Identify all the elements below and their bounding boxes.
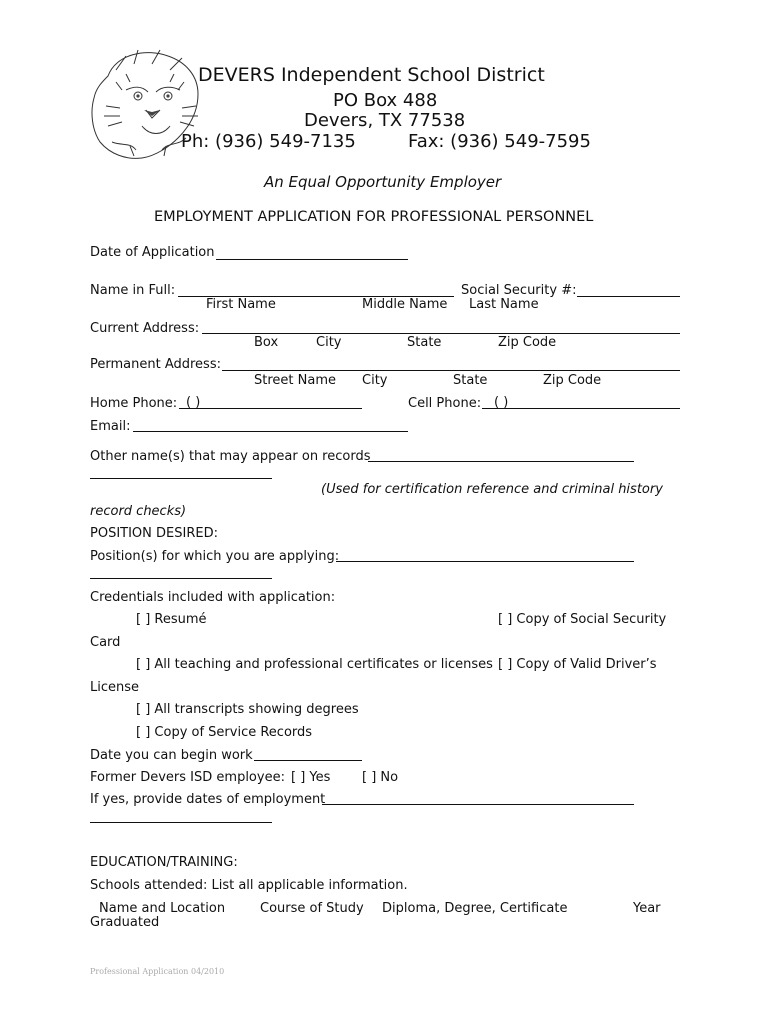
other-names-note: (Used for certification reference and criminal history [321,482,663,497]
permanent-address-field[interactable] [222,370,680,371]
ssn-label: Social Security #: [461,283,577,298]
employment-dates-field[interactable] [322,804,634,805]
column-graduated: Graduated [90,915,160,930]
permanent-address-label: Permanent Address: [90,357,221,372]
column-name-location: Name and Location [99,901,226,916]
home-phone-field[interactable] [179,408,362,409]
fax-number: Fax: (936) 549-7595 [408,131,591,152]
position-heading: POSITION DESIRED: [90,526,218,541]
transcripts-checkbox[interactable]: [ ] All transcripts showing degrees [136,702,359,717]
position-applying-label: Position(s) for which you are applying: [90,549,340,564]
email-field[interactable] [133,431,408,432]
drivers-license-checkbox[interactable]: [ ] Copy of Valid Driver’s [498,657,657,672]
credentials-heading: Credentials included with application: [90,590,336,605]
former-employee-yes-checkbox[interactable]: [ ] Yes [291,770,331,785]
other-names-note-continued: record checks) [90,504,187,519]
last-name-caption: Last Name [469,297,539,312]
name-in-full-label: Name in Full: [90,283,176,298]
permanent-street-caption: Street Name [254,373,336,388]
education-heading: EDUCATION/TRAINING: [90,855,238,870]
employment-dates-label: If yes, provide dates of employment [90,792,326,807]
form-title: EMPLOYMENT APPLICATION FOR PROFESSIONAL PERSONNEL [154,209,594,225]
other-names-field-continued[interactable] [90,478,272,479]
permanent-city-caption: City [362,373,388,388]
other-names-field[interactable] [368,461,634,462]
footer-form-id: Professional Application 04/2010 [90,967,225,976]
permanent-state-caption: State [453,373,488,388]
middle-name-caption: Middle Name [362,297,448,312]
current-address-field[interactable] [202,333,680,334]
other-names-label: Other name(s) that may appear on records [90,449,371,464]
district-name: DEVERS Independent School District [198,64,545,86]
position-applying-field-continued[interactable] [90,578,272,579]
position-applying-field[interactable] [336,561,634,562]
begin-work-field[interactable] [254,760,362,761]
current-city-caption: City [316,335,342,350]
begin-work-label: Date you can begin work [90,748,253,763]
permanent-zip-caption: Zip Code [543,373,602,388]
ssn-card-label-continued: Card [90,635,121,650]
email-label: Email: [90,419,131,434]
date-of-application-label: Date of Application [90,245,215,260]
ssn-card-checkbox[interactable]: [ ] Copy of Social Security [498,612,667,627]
current-zip-caption: Zip Code [498,335,557,350]
drivers-license-label-continued: License [90,680,140,695]
employment-dates-field-continued[interactable] [90,822,272,823]
home-phone-area-code: ( ) [186,395,201,410]
service-records-checkbox[interactable]: [ ] Copy of Service Records [136,725,313,740]
first-name-caption: First Name [206,297,276,312]
schools-attended-label: Schools attended: List all applicable information. [90,878,408,893]
former-employee-no-checkbox[interactable]: [ ] No [362,770,399,785]
certificates-checkbox[interactable]: [ ] All teaching and professional certificates or licenses [136,657,493,672]
phone-number: Ph: (936) 549-7135 [181,131,356,152]
current-box-caption: Box [254,335,279,350]
cell-phone-field[interactable] [482,408,680,409]
cell-phone-label: Cell Phone: [408,396,482,411]
cell-phone-area-code: ( ) [494,395,509,410]
home-phone-label: Home Phone: [90,396,178,411]
resume-checkbox[interactable]: [ ] Resumé [136,612,207,627]
ssn-field[interactable] [577,296,680,297]
date-of-application-field[interactable] [216,259,408,260]
city-line: Devers, TX 77538 [304,110,466,131]
current-address-label: Current Address: [90,321,200,336]
po-box: PO Box 488 [333,90,438,111]
column-year: Year [633,901,661,916]
eoe-statement: An Equal Opportunity Employer [264,173,502,191]
former-employee-label: Former Devers ISD employee: [90,770,285,785]
current-state-caption: State [407,335,442,350]
column-diploma-degree: Diploma, Degree, Certificate [382,901,568,916]
column-course-of-study: Course of Study [260,901,364,916]
